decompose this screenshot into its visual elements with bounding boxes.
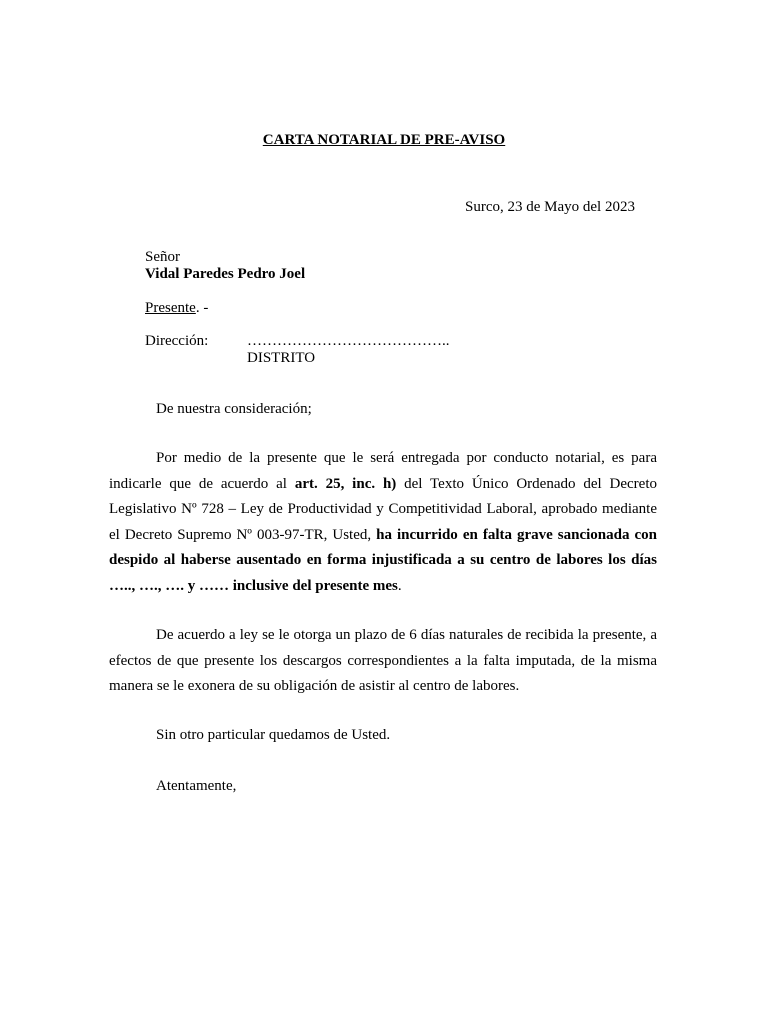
p1-article-reference: art. 25, inc. h) <box>294 475 397 492</box>
letter-greeting: De nuestra consideración; <box>156 401 312 417</box>
recipient-salutation: Señor <box>145 249 180 265</box>
p1-text-3: . <box>397 577 402 594</box>
address-district: DISTRITO <box>247 350 316 366</box>
body-paragraph-1 <box>109 446 657 599</box>
presente-word: Presente <box>145 300 196 316</box>
p1-text-1: Por medio de la presente que le será entregada por conducto notarial, es para indicarle que de acuerdo al <box>109 450 657 492</box>
letter-date: Surco, 23 de Mayo del 2023 <box>465 199 635 215</box>
recipient-name: Vidal Paredes Pedro Joel <box>145 266 306 282</box>
address-value: ………………………………….. <box>247 333 450 349</box>
body-paragraph-2: De acuerdo a ley se le otorga un plazo de 6 días naturales de recibida la presente, a efectos de que presente los descargos correspondientes a la falta imputada, de la misma manera se le exonera de su obligación de asistir al centro de labores. <box>109 627 657 694</box>
letter-title: CARTA NOTARIAL DE PRE-AVISO <box>262 132 506 148</box>
p1-text-2: del Texto Único Ordenado del Decreto Legislativo Nº 728 – Ley de Productividad y Competitividad Laboral, aprobado mediante el Decreto Supremo Nº 003-97-TR, Usted, <box>109 475 657 543</box>
presente-suffix: . - <box>195 300 209 316</box>
letter-regards: Atentamente, <box>156 778 237 794</box>
p1-fault-statement: ha incurrido en falta grave sancionada con despido al haberse ausentado en forma injustificada a su centro de labores los días ….., …., …. y …… inclusive del presente mes <box>109 526 657 594</box>
presente-line <box>145 299 208 317</box>
letter-closing: Sin otro particular quedamos de Usted. <box>156 727 391 743</box>
address-label: Dirección: <box>145 333 209 349</box>
